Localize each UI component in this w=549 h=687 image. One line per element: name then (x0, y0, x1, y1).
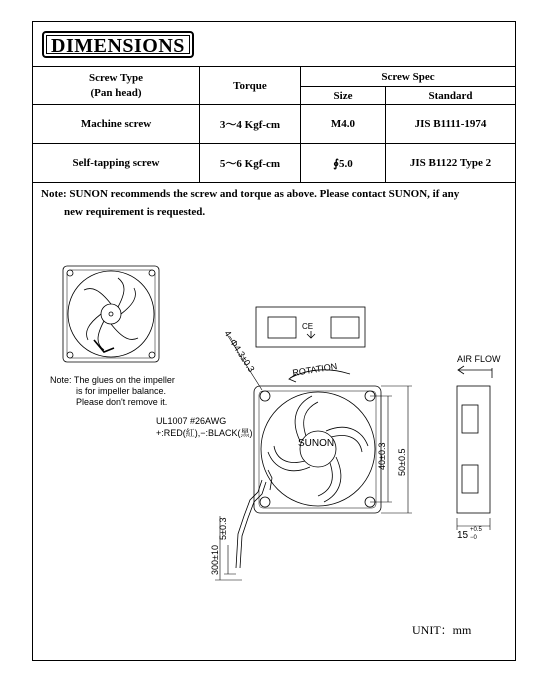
row-standard: JIS B1122 Type 2 (386, 144, 516, 183)
page-title: DIMENSIONS (42, 31, 194, 58)
glue-note-line-1: Note: The glues on the impeller (50, 375, 175, 385)
fan-back-view (63, 266, 159, 362)
header-screw-type-line2: (Pan head) (90, 86, 142, 99)
row-standard: JIS B1111-1974 (386, 105, 516, 144)
dim-15-tol-bottom: −0 (470, 535, 477, 541)
wire-colors: +:RED(紅),−:BLACK(黑) (156, 428, 253, 438)
header-standard: Standard (386, 87, 516, 105)
row-torque: 5～6 Kgf-cm (200, 144, 301, 183)
fan-side-view (457, 366, 492, 530)
header-screw-spec: Screw Spec (301, 67, 516, 87)
row-type: Self-tapping screw (33, 144, 200, 183)
fan-front-view (236, 386, 381, 568)
header-size: Size (301, 87, 386, 105)
dim-5-lines (224, 545, 236, 574)
glue-note-line-2: is for impeller balance. (76, 386, 167, 396)
dim-300-label: 300±10 (210, 545, 220, 575)
air-flow-label: AIR FLOW (457, 354, 501, 364)
dim-15-tol-top: +0.5 (470, 527, 482, 533)
rotation-label: ROTATION (291, 361, 338, 378)
note-line-2: new requirement is requested. (64, 206, 206, 218)
row-torque: 3～4 Kgf-cm (200, 105, 301, 144)
brand-logo-text: SUNON (298, 438, 335, 449)
row-size: M4.0 (301, 105, 386, 144)
ce-mark: CE (302, 322, 314, 331)
glue-note-line-3: Please don't remove it. (76, 397, 168, 407)
unit-label: UNIT：mm (412, 623, 472, 637)
wire-spec: UL1007 #26AWG (156, 416, 227, 426)
dim-50-label: 50±0.5 (397, 448, 407, 476)
hole-dimension: 4−Φ4.3±0.3 (222, 328, 257, 374)
row-size: ∮5.0 (301, 144, 386, 183)
row-type: Machine screw (33, 105, 200, 144)
dim-40-label: 40±0.3 (377, 442, 387, 470)
header-torque: Torque (200, 67, 301, 105)
dim-15-label: 15 (457, 530, 469, 541)
dim-5-label: 5±0.3 (218, 517, 228, 540)
note-line-1: Note: SUNON recommends the screw and torque as above. Please contact SUNON, if any (41, 188, 460, 200)
header-screw-type-line1: Screw Type (88, 71, 144, 84)
